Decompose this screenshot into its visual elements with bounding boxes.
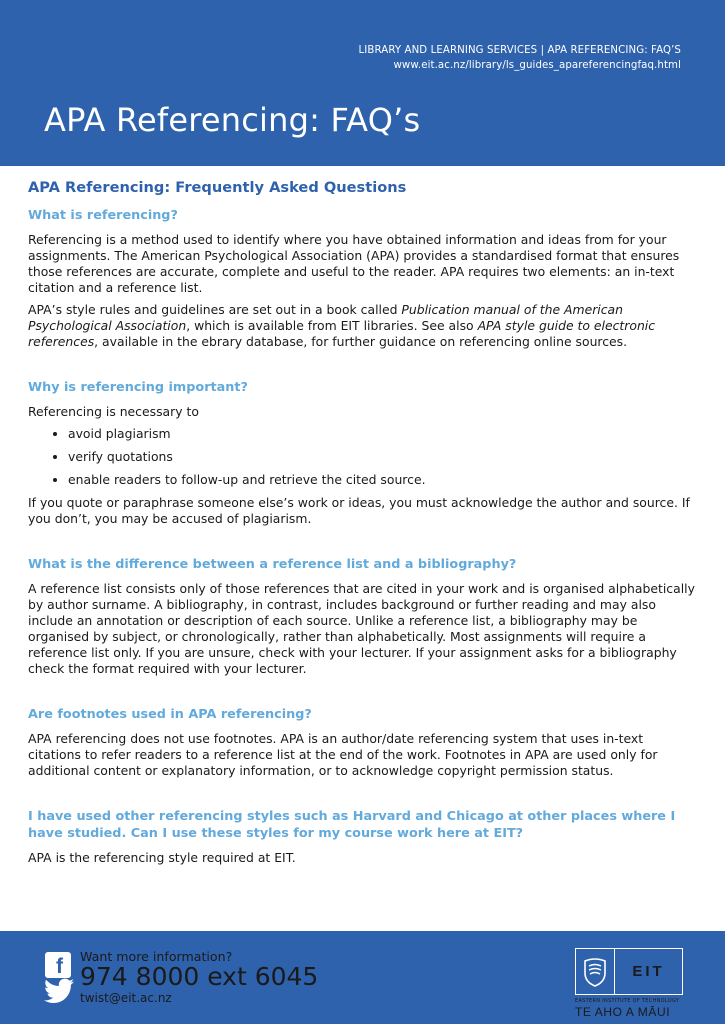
section-reference-list-vs-bibliography (28, 556, 698, 677)
text-run: , available in the ebrary database, for further guidance on referencing online sources. (94, 334, 628, 349)
paragraph: APA referencing does not use footnotes. APA is an author/date referencing system that uses in-text citations to refer readers to a reference list at the end of the work. Footnotes in APA are used only for additional content or explanatory information, or to acknowledge copyright permission status. (28, 731, 658, 778)
list-item: • verify quotations (68, 449, 698, 465)
header-url[interactable]: www.eit.ac.nz/library/ls_guides_apareferencingfaq.html (393, 60, 681, 71)
facebook-glyph: f (56, 955, 63, 978)
text-run: APA’s style rules and guidelines are set out in a book called (28, 302, 402, 317)
logo-institute-name: EASTERN INSTITUTE OF TECHNOLOGY (575, 998, 680, 1004)
footer-email[interactable]: twist@eit.ac.nz (80, 991, 172, 1005)
paragraph: If you quote or paraphrase someone else’s work or ideas, you must acknowledge the author and source. If you don’t, you may be accused of plagiarism. (28, 495, 690, 526)
logo-emblem-icon (576, 949, 615, 994)
section-other-styles (28, 808, 698, 866)
section-why-referencing (28, 379, 698, 527)
logo-maori-name: TE AHO A MĀUI (575, 1005, 671, 1019)
eit-logo (575, 948, 683, 1019)
question-heading: I have used other referencing styles such as Harvard and Chicago at other places where I have studied. Can I use these styles for my course work here at EIT? (28, 809, 676, 841)
list-item: • enable readers to follow-up and retrieve the cited source. (68, 472, 698, 488)
list-item: • avoid plagiarism (68, 426, 698, 442)
facebook-icon[interactable] (45, 952, 71, 978)
paragraph: Referencing is necessary to (28, 404, 199, 419)
main-content (28, 178, 698, 872)
footer-phone[interactable]: 974 8000 ext 6045 (80, 962, 319, 991)
logo-box (575, 948, 683, 995)
twitter-icon[interactable] (44, 978, 74, 1004)
section-what-is-referencing (28, 178, 698, 350)
header-meta (359, 43, 681, 73)
page-header (0, 0, 725, 166)
header-series-line: LIBRARY AND LEARNING SERVICES | APA REFERENCING: FAQ’S (358, 45, 681, 56)
logo-wordmark: EIT (632, 963, 665, 980)
main-heading: APA Referencing: Frequently Asked Questions (28, 179, 407, 196)
bullet-list (28, 426, 698, 488)
section-footnotes (28, 706, 698, 779)
question-heading: Why is referencing important? (28, 380, 248, 395)
text-run: , which is available from EIT libraries. See also (186, 318, 478, 333)
paragraph: APA is the referencing style required at EIT. (28, 850, 296, 865)
question-heading: Are footnotes used in APA referencing? (28, 707, 312, 722)
paragraph: Referencing is a method used to identify where you have obtained information and ideas from for your assignments. The American Psychological Association (APA) provides a standardised format that ensures those references are accurate, complete and useful to the reader. APA requires two elements: an in-text citation and a reference list. (28, 232, 680, 295)
page-title: APA Referencing: FAQ’s (44, 101, 421, 139)
question-heading: What is the difference between a reference list and a bibliography? (28, 557, 517, 572)
guide-title: APA style guide to electronic references (28, 318, 656, 349)
book-title: Publication manual of the American Psychological Association (28, 302, 624, 333)
question-heading: What is referencing? (28, 208, 178, 223)
paragraph (28, 302, 698, 350)
paragraph: A reference list consists only of those references that are cited in your work and is organised alphabetically by author surname. A bibliography, in contrast, includes background or further reading and may also include an annotation or description of each source. Unlike a reference list, a bibliography may be organised by subject, or chronologically, rather than alphabetically. Most assignments will require a reference list only. If you are unsure, check with your lecturer. If your assignment asks for a bibliography check the format required with your lecturer. (28, 581, 695, 676)
footer-prompt: Want more information? (80, 949, 233, 964)
